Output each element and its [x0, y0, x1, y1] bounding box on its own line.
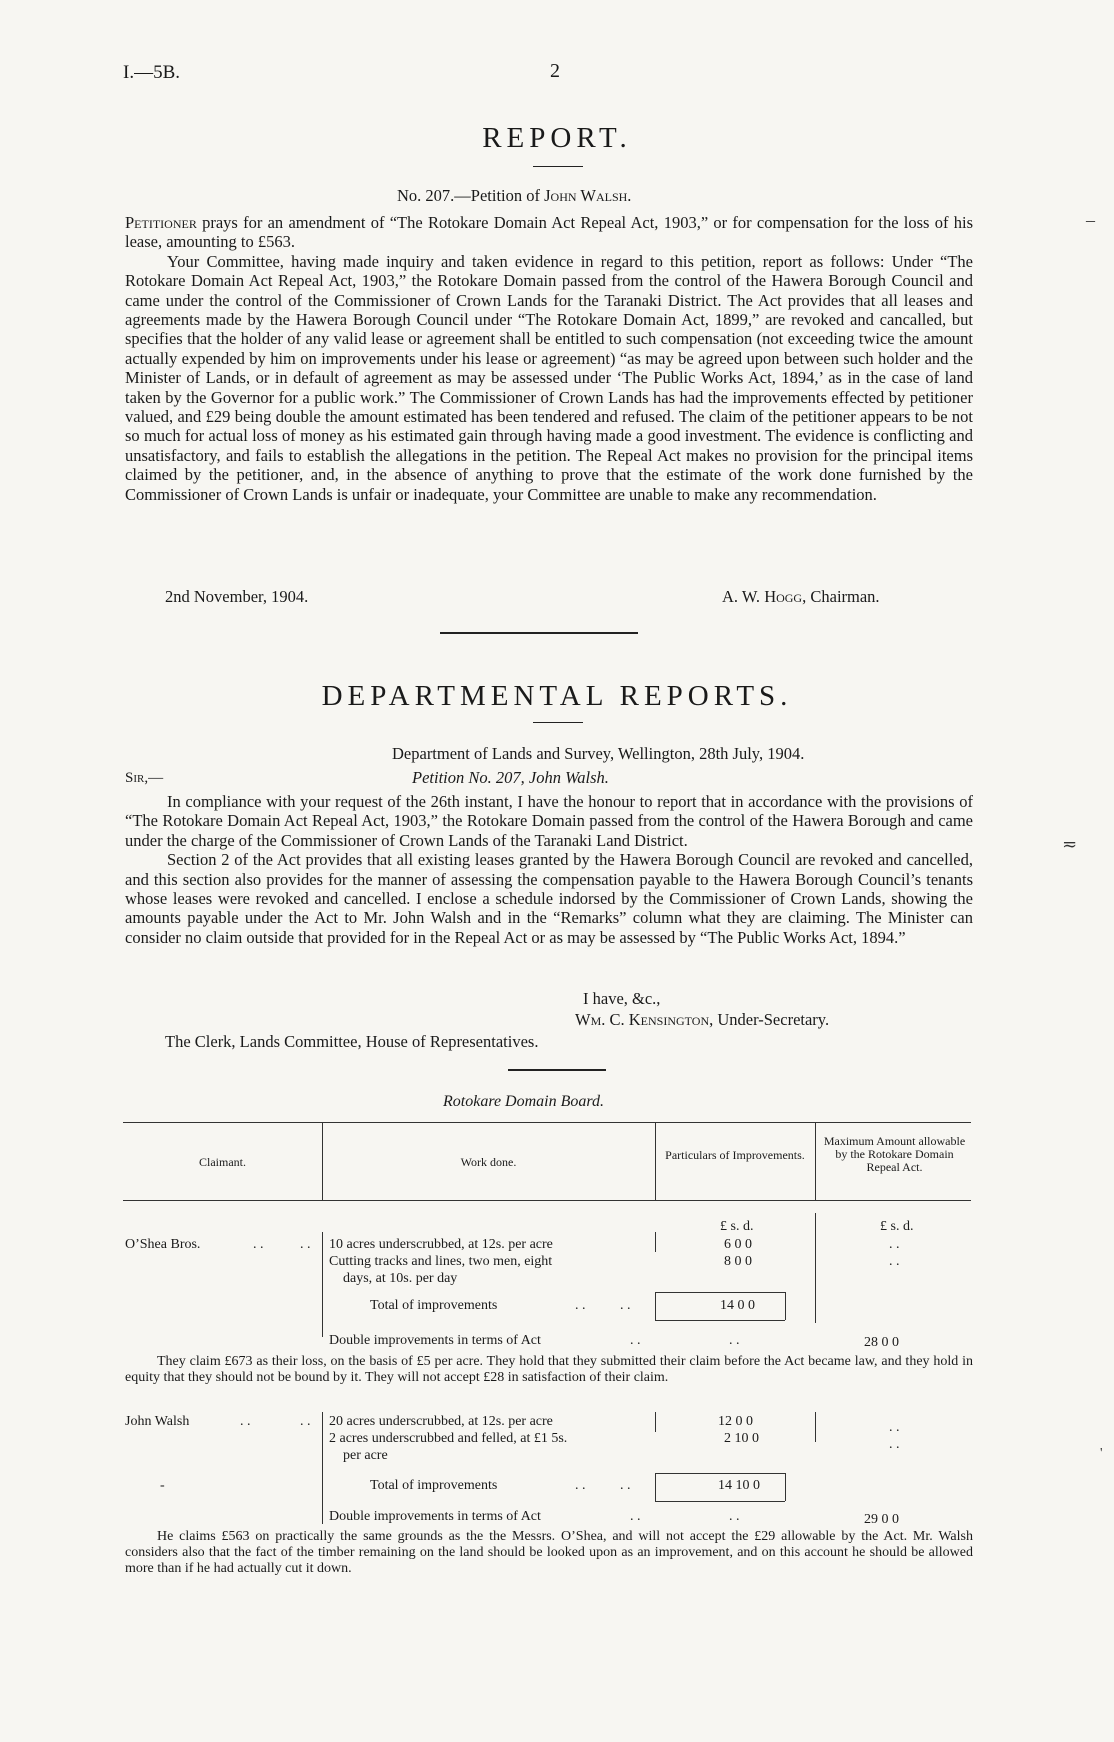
total-box [785, 1292, 786, 1320]
signature-initials: A. W. [722, 587, 765, 606]
total-box [655, 1292, 656, 1320]
signature-role: , Chairman. [802, 587, 880, 606]
total-box [655, 1473, 656, 1501]
petition-heading-prefix: No. 207.—Petition of [397, 186, 545, 205]
total-amount: 14 10 0 [718, 1478, 760, 1493]
signer-initials: Wm. C. [575, 1010, 629, 1029]
double-label: Double improvements in terms of Act [329, 1509, 541, 1524]
leader-dots: . . [253, 1237, 264, 1252]
work-item: 20 acres underscrubbed, at 12s. per acre [329, 1414, 553, 1429]
oshea-remarks-text: They claim £673 as their loss, on the basis of £5 per acre. They hold that they submitted their claim before the Act became law, and they hold in equity that they should not be bound by it. They will not accept £28 in satisfaction of their claim. [125, 1354, 973, 1385]
report-paragraph-1-text: prays for an amendment of “The Rotokare Domain Act Repeal Act, 1903,” or for compensation for the loss of his lease, amounting to £563. [125, 213, 973, 252]
report-date: 2nd November, 1904. [165, 587, 309, 606]
total-label: Total of improvements [370, 1478, 498, 1493]
currency-header: £ s. d. [880, 1219, 914, 1234]
walsh-remarks-text: He claims £563 on practically the same grounds as the the Messrs. O’Shea, and will not accept the £29 allowable by the Act. Mr. Walsh considers also that the fact of the timber remaining on the land should be looked upon as an improvement, and on this account he should be allowed more than if he had actually cut it down. [125, 1529, 973, 1576]
document-reference: I.—5B. [123, 62, 180, 83]
signer-role: , Under-Secretary. [709, 1010, 830, 1029]
double-particulars: . . [729, 1509, 740, 1524]
double-label: Double improvements in terms of Act [329, 1333, 541, 1348]
work-item: Cutting tracks and lines, two men, eight [329, 1254, 553, 1269]
table-col-divider [815, 1213, 816, 1323]
work-item: 10 acres underscrubbed, at 12s. per acre [329, 1237, 553, 1252]
letter-subject: Petition No. 207, John Walsh. [412, 768, 609, 787]
table-col-divider [655, 1412, 656, 1432]
particulars-amount: 6 0 0 [724, 1237, 752, 1252]
letter-paragraph-2: Section 2 of the Act provides that all existing leases granted by the Hawera Borough Council are revoked and cancelled, and this section also provides for the manner of assessing the compensation payable to the Hawera Borough Council’s tenants whose leases were revoked and cancelled. I enclose a schedule indorsed by the Commissioner of Crown Lands, showing the amounts payable under the Act to Mr. John Walsh and in the “Remarks” column what they are claiming. The Minister can consider no claim outside that provided for in the Repeal Act or as may be assessed by “The Public Works Act, 1894.” [125, 850, 973, 947]
leader-dots: . . [630, 1333, 641, 1348]
total-box [785, 1473, 786, 1501]
double-amount: 28 0 0 [864, 1335, 899, 1350]
petitioner-lead: Petitioner [125, 213, 197, 232]
letter-closing: I have, &c., [583, 989, 661, 1008]
signature-surname: Hogg [764, 587, 803, 606]
maximum-amount: . . [889, 1420, 900, 1435]
stray-mark: - [160, 1478, 165, 1493]
leader-dots: . . [575, 1298, 586, 1313]
double-amount: 29 0 0 [864, 1512, 899, 1527]
maximum-amount: . . [889, 1437, 900, 1452]
total-rule [655, 1292, 785, 1293]
dateline: Department of Lands and Survey, Wellington, 28th July, 1904. [392, 744, 805, 763]
leader-dots: . . [575, 1478, 586, 1493]
claimant-name: John Walsh [125, 1414, 190, 1429]
margin-mark: – [1086, 210, 1095, 230]
letter-paragraph-1: In compliance with your request of the 26th instant, I have the honour to report that in accordance with the provisions of “The Rotokare Domain Act Repeal Act, 1903,” the Rotokare Domain passed from the control of the Hawera Borough and came under the charge of the Commissioner of Crown Lands of the Taranaki Land District. [125, 792, 973, 850]
margin-mark: ' [1100, 1446, 1103, 1461]
leader-dots: . . [620, 1298, 631, 1313]
report-paragraph-2: Your Committee, having made inquiry and taken evidence in regard to this petition, report as follows: Under “The Rotokare Domain Act Repeal Act, 1903,” the Rotokare Domain passed from the control of the Hawera Borough Council and came under the control of the Commissioner of Crown Lands for the Taranaki District. The Act provides that all leases and agreements made by the Hawera Borough Council under “The Rotokare Domain Act, 1899,” are revoked and cancalled, but specifies that the holder of any valid lease or agreement shall be entitled to such compensation (not exceeding twice the amount actually expended by him on improvements under his lease or agreement) “as may be agreed upon between such holder and the Minister of Lands, or in default of agreement as may be assessed under ‘The Public Works Act, 1894,’ as in the case of land taken by the Governor for a public work.” The Commissioner of Crown Lands has had the improvements effected by petitioner valued, and £29 being double the amount estimated has been tendered and refused. The claim of the petitioner appears to be not so much for actual loss of money as his estimated gain through having made a good investment. The evidence is conflicting and unsatisfactory, and fails to establish the allegations in the petition. The Repeal Act makes no provision for the principal items claimed by the petitioner, and, in the absence of anything to prove that the estimate of the work done furnished by the Commissioner of Crown Lands is unfair or inadequate, your Committee are unable to make any recommendation. [125, 251, 973, 504]
total-label: Total of improvements [370, 1298, 498, 1313]
header-maximum: Maximum Amount allowable by the Rotokare Domain Repeal Act. [823, 1134, 966, 1174]
leader-dots: . . [300, 1237, 311, 1252]
particulars-amount: 2 10 0 [724, 1431, 759, 1446]
maximum-amount: . . [889, 1254, 900, 1269]
leader-dots: . . [300, 1414, 311, 1429]
work-item-continued: days, at 10s. per day [343, 1271, 458, 1286]
work-item: 2 acres underscrubbed and felled, at £1 5s. [329, 1431, 568, 1446]
report-title: REPORT. [482, 122, 632, 154]
margin-mark: ≂ [1062, 834, 1078, 854]
leader-dots: . . [620, 1478, 631, 1493]
table-col-divider [815, 1412, 816, 1442]
claimant-name: O’Shea Bros. [125, 1237, 201, 1252]
total-rule [655, 1501, 785, 1502]
leader-dots: . . [240, 1414, 251, 1429]
page-number: 2 [550, 60, 560, 82]
letter-addressee: The Clerk, Lands Committee, House of Representatives. [165, 1032, 539, 1051]
petitioner-name: John Walsh. [544, 186, 632, 205]
total-rule [655, 1473, 785, 1474]
table-col-divider [815, 1122, 816, 1200]
table-col-divider [655, 1122, 656, 1200]
maximum-amount: . . [889, 1237, 900, 1252]
oshea-remarks [125, 1354, 973, 1386]
header-claimant: Claimant. [199, 1155, 246, 1169]
table-header-rule [123, 1200, 971, 1201]
header-work-done: Work done. [460, 1155, 517, 1169]
walsh-remarks [125, 1529, 973, 1577]
table-title: Rotokare Domain Board. [443, 1093, 605, 1110]
work-item-continued: per acre [343, 1448, 388, 1463]
particulars-amount: 12 0 0 [718, 1414, 753, 1429]
total-rule [655, 1320, 785, 1321]
signer-surname: Kensington [628, 1010, 710, 1029]
total-amount: 14 0 0 [720, 1298, 755, 1313]
leader-dots: . . [630, 1509, 641, 1524]
double-particulars: . . [729, 1333, 740, 1348]
departmental-reports-title: DEPARTMENTAL REPORTS. [321, 680, 793, 712]
currency-header: £ s. d. [720, 1219, 754, 1234]
table-col-divider [322, 1412, 323, 1524]
table-col-divider [655, 1232, 656, 1252]
table-col-divider [322, 1232, 323, 1337]
particulars-amount: 8 0 0 [724, 1254, 752, 1269]
header-particulars: Particulars of Improvements. [665, 1148, 805, 1162]
salutation: Sir,— [125, 770, 164, 786]
table-top-rule [123, 1122, 971, 1123]
